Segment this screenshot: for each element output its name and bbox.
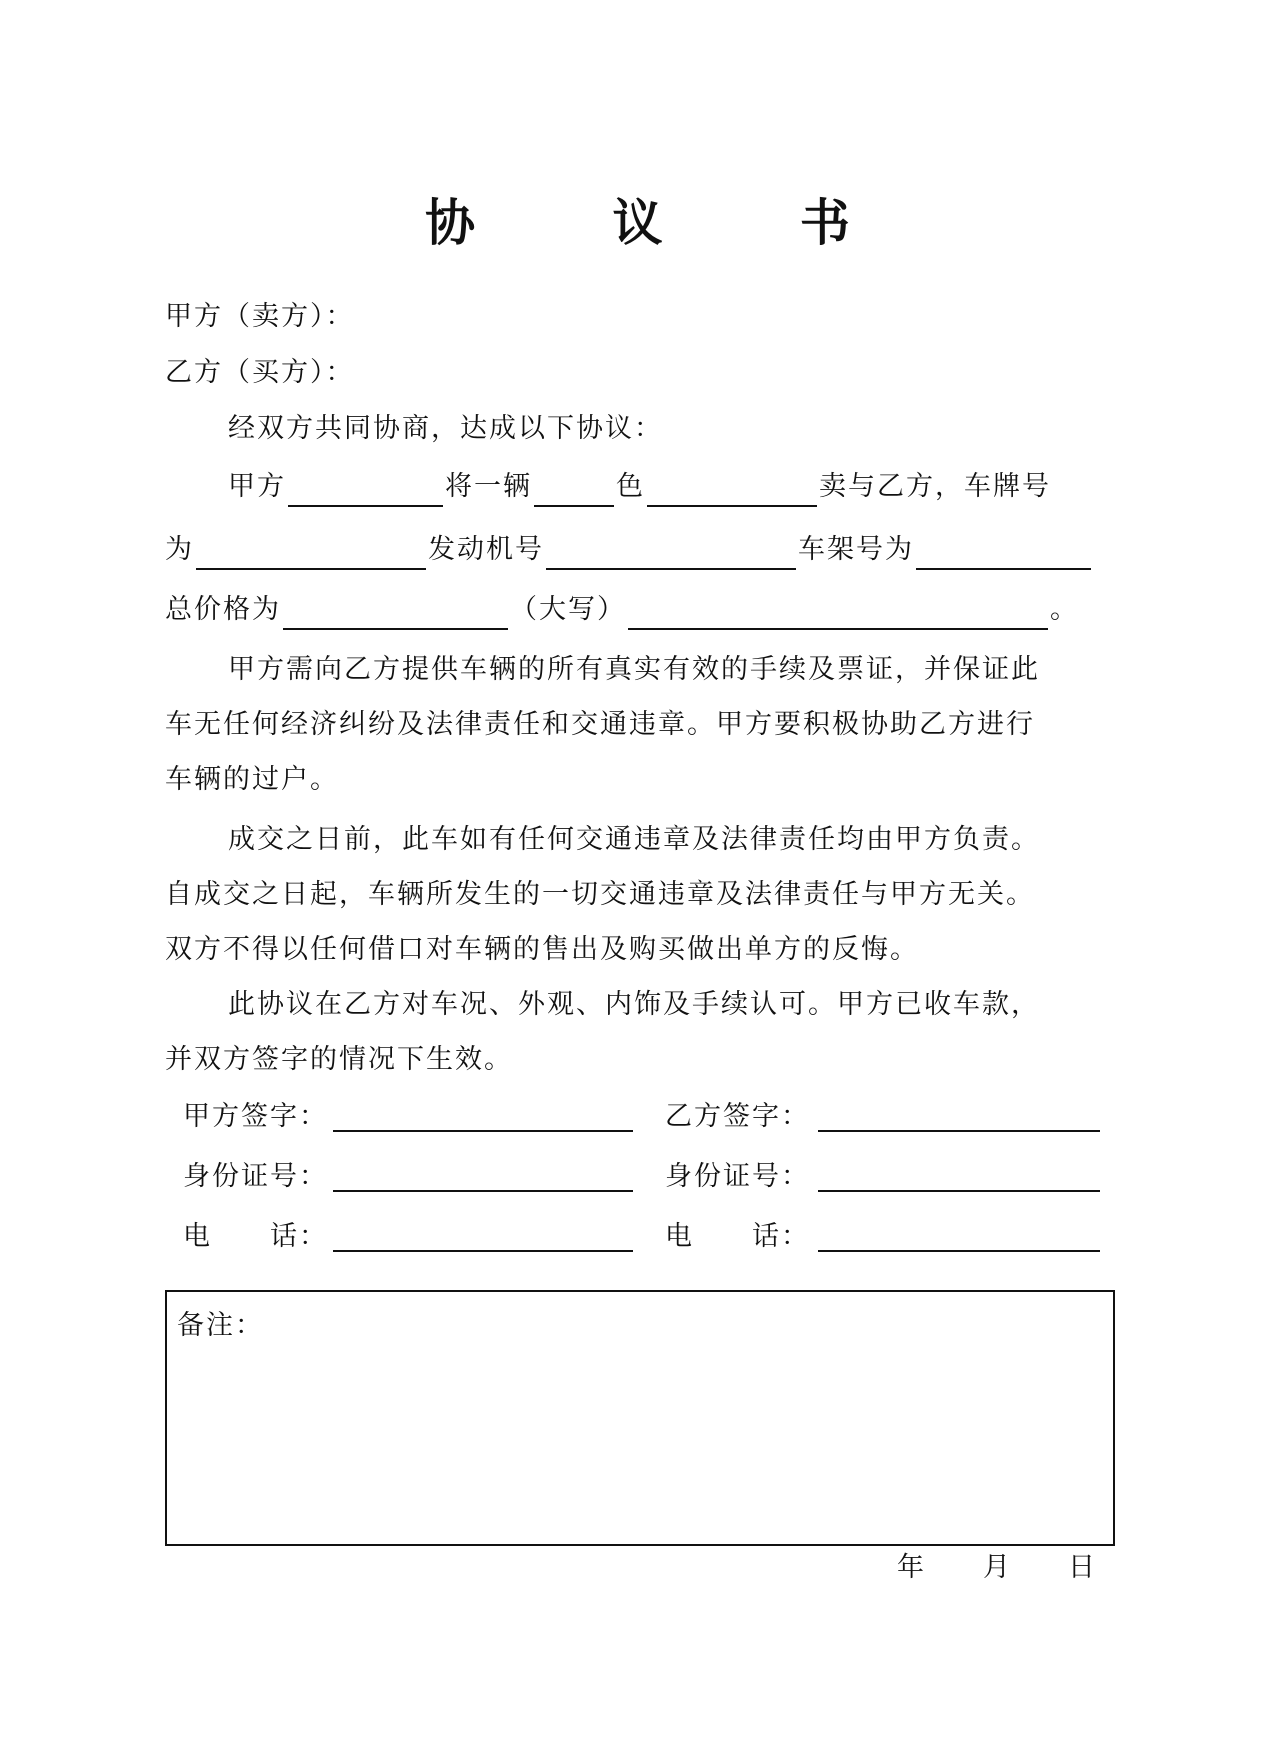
remarks-label: 备注：: [177, 1310, 264, 1341]
engine-number-blank[interactable]: [546, 538, 796, 570]
clause2-line1: 成交之日前，此车如有任何交通违章及法律责任均由甲方负责。: [228, 824, 1040, 855]
party-b-sign-blank[interactable]: [818, 1130, 1100, 1132]
date-day-label: 日: [1068, 1552, 1095, 1583]
party-a-sign-label: 甲方签字：: [183, 1101, 328, 1132]
party-b-phone-label: 电 话：: [665, 1221, 810, 1252]
party-b-id-blank[interactable]: [818, 1190, 1100, 1192]
clause2-line3: 双方不得以任何借口对车辆的售出及购买做出单方的反悔。: [165, 934, 919, 965]
color-label: 色: [616, 471, 645, 502]
party-a-id-blank[interactable]: [333, 1190, 633, 1192]
price-in-words-blank[interactable]: [628, 598, 1048, 630]
date-year-label: 年: [897, 1552, 924, 1583]
page-title: 协 议 书: [425, 194, 910, 252]
frame-no-label: 车架号为: [798, 534, 914, 565]
party-a-phone-label: 电 话：: [183, 1221, 328, 1252]
sell-to-b-label: 卖与乙方，车牌号: [819, 471, 1051, 502]
vehicle-line-2: [165, 530, 1093, 570]
total-price-blank[interactable]: [283, 598, 508, 630]
one-vehicle-label: 将一辆: [445, 471, 532, 502]
engine-no-label: 发动机号: [428, 534, 544, 565]
plate-number-blank[interactable]: [196, 538, 426, 570]
capital-label: （大写）: [510, 594, 626, 625]
is-label: 为: [165, 534, 194, 565]
vehicle-brand-blank[interactable]: [534, 475, 614, 507]
party-a-label: 甲方: [228, 471, 286, 502]
vehicle-line-3: [165, 590, 1079, 630]
party-b-id-label: 身份证号：: [665, 1161, 810, 1192]
intro-text: 经双方共同协商，达成以下协议：: [228, 413, 663, 444]
date-month-label: 月: [983, 1552, 1010, 1583]
party-a-id-label: 身份证号：: [183, 1161, 328, 1192]
clause1-line2: 车无任何经济纠纷及法律责任和交通违章。甲方要积极协助乙方进行: [165, 709, 1035, 740]
clause2-line2: 自成交之日起，车辆所发生的一切交通违章及法律责任与甲方无关。: [165, 879, 1035, 910]
clause3-line1: 此协议在乙方对车况、外观、内饰及手续认可。甲方已收车款，: [228, 989, 1040, 1020]
vehicle-line-1: [228, 467, 1051, 507]
frame-number-blank[interactable]: [916, 538, 1091, 570]
party-a-phone-blank[interactable]: [333, 1250, 633, 1252]
party-a-seller-label: 甲方（卖方）：: [165, 301, 355, 332]
party-b-phone-blank[interactable]: [818, 1250, 1100, 1252]
period: 。: [1050, 594, 1079, 625]
clause1-line1: 甲方需向乙方提供车辆的所有真实有效的手续及票证，并保证此: [228, 654, 1040, 685]
total-price-label: 总价格为: [165, 594, 281, 625]
party-a-sign-blank[interactable]: [333, 1130, 633, 1132]
party-b-sign-label: 乙方签字：: [665, 1101, 810, 1132]
remarks-box[interactable]: [165, 1290, 1115, 1546]
vehicle-color-blank[interactable]: [647, 475, 817, 507]
seller-name-blank[interactable]: [288, 475, 443, 507]
party-b-buyer-label: 乙方（买方）：: [165, 357, 355, 388]
clause3-line2: 并双方签字的情况下生效。: [165, 1044, 513, 1075]
clause1-line3: 车辆的过户。: [165, 764, 339, 795]
